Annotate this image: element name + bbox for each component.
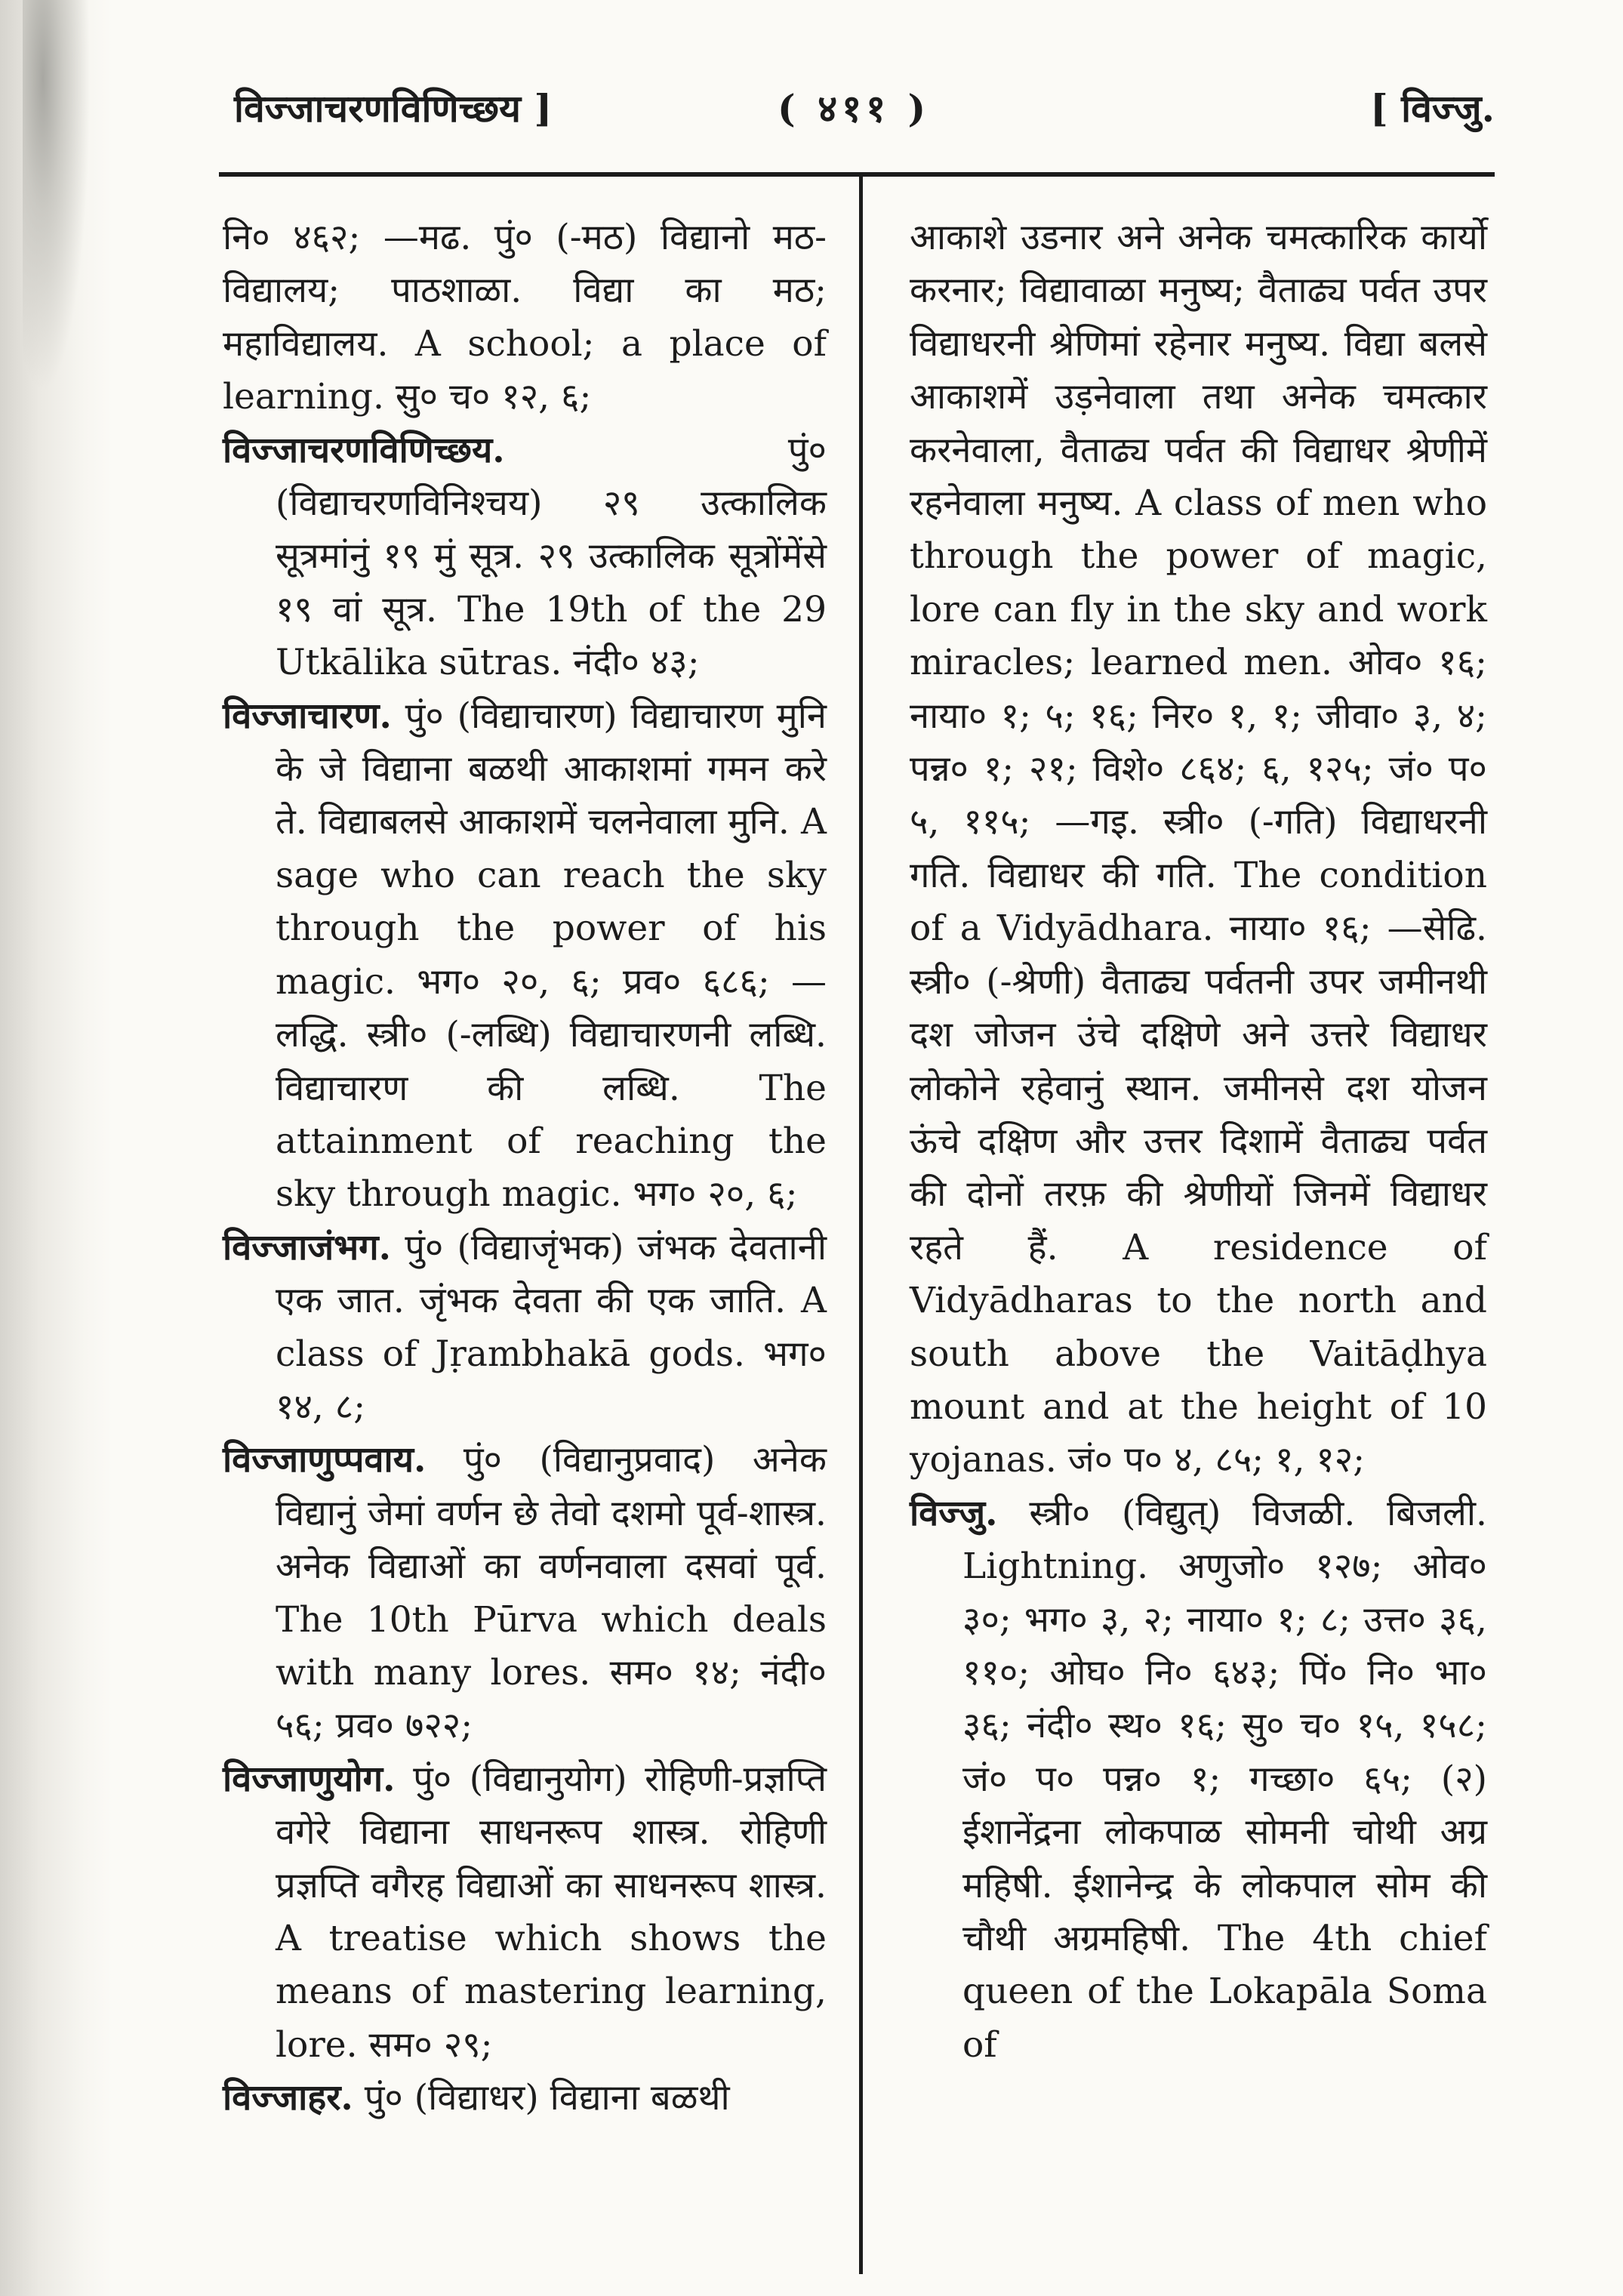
column-divider (859, 175, 863, 2274)
entry-continuation (223, 211, 827, 424)
entry-headword: विज्जाणुयोग. (223, 1758, 396, 1800)
entry-continuation (910, 211, 1487, 1487)
dictionary-entry (910, 1487, 1487, 2072)
dictionary-entry (223, 1434, 827, 1752)
entry-text: पुं० (विद्याचरणविनिश्चय) २९ उत्कालिक सूत्रमांनुं १९ मुं सूत्र. २९ उत्कालिक सूत्रोंमेंसे १९ वां सूत्र. The 19th of the 29 Utkālika sūtras. नंदी० ४३; (276, 429, 827, 684)
scan-edge-shadow (0, 0, 113, 2296)
entry-headword: विज्जु. (910, 1492, 998, 1534)
header-right-word: [ विज्जु. (1370, 86, 1495, 131)
header-rule (219, 172, 1495, 177)
entry-text: पुं० (विद्याधर) विद्याना बळथी (364, 2077, 730, 2119)
entry-text: पुं० (विद्यानुयोग) रोहिणी-प्रज्ञप्ति वगेरे विद्याना साधनरूप शास्त्र. रोहिणी प्रज्ञप्ति वगैरह विद्याओं का साधनरूप शास्त्र. A treatise which shows the means of mastering learning, lore. सम० २९; (276, 1758, 827, 2066)
entry-text: आकाशे उडनार अने अनेक चमत्कारिक कार्यो करनार; विद्यावाळा मनुष्य; वैताढ्य पर्वत उपर विद्याधरनी श्रेणिमां रहेनार मनुष्य. विद्या बलसे आकाशमें उड़नेवाला तथा अनेक चमत्कार करनेवाला, वैताढ्य पर्वत की विद्याधर श्रेणीमें रहनेवाला मनुष्य. A class of men who through the power of magic, lore can fly in the sky and work miracles; learned men. ओव० १६; नाया० १; ५; १६; निर० १, १; जीवा० ३, ४; पन्न० १; २१; विशे० ८६४; ६, १२५; जं० प० ५, ११५; —गइ. स्त्री० (-गति) विद्याधरनी गति. विद्याधर की गति. The condition of a Vidyādhara. नाया० १६; —सेढि. स्त्री० (-श्रेणी) वैताढ्य पर्वतनी उपर जमीनथी दश जोजन उंचे दक्षिणे अने उत्तरे विद्याधर लोकोने रहेवानुं स्थान. जमीनसे दश योजन ऊंचे दक्षिण और उत्तर दिशामें वैताढ्य पर्वत की दोनों तरफ़ की श्रेणीयों जिनमें विद्याधर रहते हैं. A residence of Vidyādharas to the north and south above the Vaitāḍhya mount and at the height of 10 yojanas. जं० प० ४, ८५; १, १२; (910, 217, 1487, 1481)
dictionary-entry (223, 1222, 827, 1435)
entry-headword: विज्जाहर. (223, 2077, 353, 2119)
left-column (223, 211, 827, 2125)
entry-text: नि० ४६२; —मढ. पुं० (-मठ) विद्यानो मठ-विद्यालय; पाठशाळा. विद्या का मठ; महाविद्यालय. A school; a place of learning. सु० च० १२, ६; (223, 217, 827, 418)
dictionary-entry (223, 424, 827, 690)
entry-text: स्त्री० (विद्युत्) विजळी. बिजली. Lightning. अणुजो० १२७; ओव० ३०; भग० ३, २; नाया० १; ८; उत्त० ३६, ११०; ओघ० नि० ६४३; पिं० नि० भा० ३६; नंदी० स्थ० १६; सु० च० १५, १५८; जं० प० पन्न० १; गच्छा० ६५; (२) ईशानेंद्रना लोकपाळ सोमनी चोथी अग्र महिषी. ईशानेन्द्र के लोकपाल सोम की चौथी अग्रमहिषी. The 4th chief queen of the Lokapāla Soma of (962, 1492, 1487, 2066)
dictionary-entry (223, 1753, 827, 2072)
entry-text: पुं० (विद्यानुप्रवाद) अनेक विद्यानुं जेमां वर्णन छे तेवो दशमो पूर्व-शास्त्र. अनेक विद्याओं का वर्णनवाला दसवां पूर्व. The 10th Pūrva which deals with many lores. सम० १४; नंदी० ५६; प्रव० ७२२; (276, 1439, 827, 1747)
entry-headword: विज्जाजंभग. (223, 1226, 391, 1268)
dictionary-entry (223, 690, 827, 1222)
header-left-word: विज्जाचरणविणिच्छय ] (234, 86, 553, 131)
entry-headword: विज्जाचरणविणिच्छय. (223, 429, 505, 471)
entry-text: पुं० (विद्याजृंभक) जंभक देवतानी एक जात. जृंभक देवता की एक जाति. A class of Jṛambhakā gods. भग० १४, ८; (276, 1226, 827, 1428)
entry-headword: विज्जाचारण. (223, 695, 392, 737)
dictionary-entry (223, 2072, 827, 2125)
entry-headword: विज्जाणुप्पवाय. (223, 1439, 427, 1481)
right-column (910, 211, 1487, 2072)
page-header (234, 76, 1495, 143)
page-number: ( ४११ ) (778, 86, 931, 131)
entry-text: पुं० (विद्याचारण) विद्याचारण मुनि के जे विद्याना बळथी आकाशमां गमन करे ते. विद्याबलसे आकाशमें चलनेवाला मुनि. A sage who can reach the sky through the power of his magic. भग० २०, ६; प्रव० ६८६; —लद्धि. स्त्री० (-लब्धि) विद्याचारणनी लब्धि. विद्याचारण की लब्धि. The attainment of reaching the sky through magic. भग० २०, ६; (276, 695, 827, 1216)
